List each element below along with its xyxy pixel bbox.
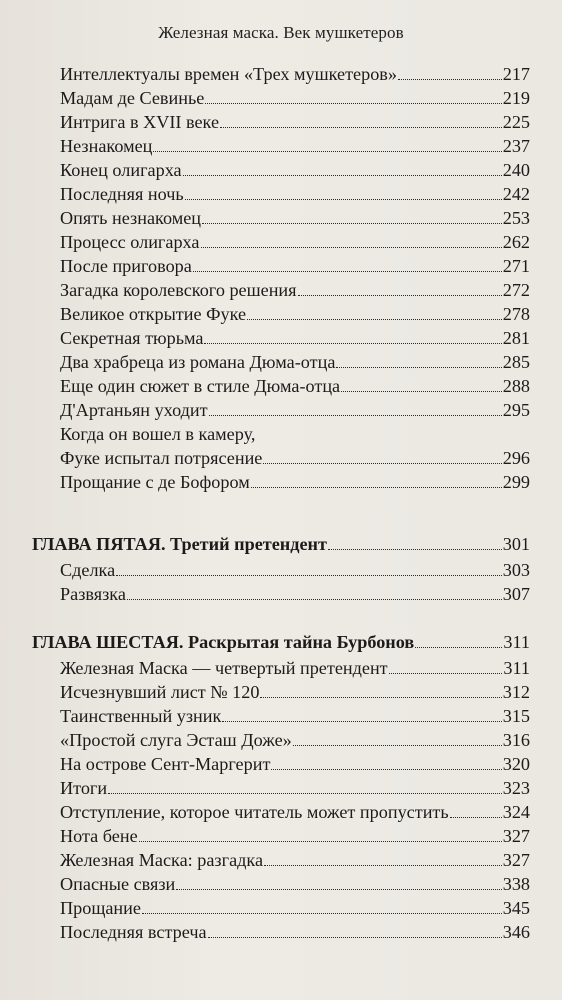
leader-dots [415,646,502,648]
toc-entry-title: Два храбреца из романа Дюма-отца [60,352,336,372]
leader-dots [153,150,501,152]
toc-entry-page: 278 [502,304,530,324]
toc-entry [60,348,530,372]
toc-entry [60,420,530,444]
chapter-page: 311 [503,632,530,652]
toc-entry [60,324,530,348]
toc-entry [60,228,530,252]
toc-entry-page: 262 [502,232,530,252]
toc-entry-title: Опасные связи [60,874,176,894]
toc-entry-page: 271 [502,256,530,276]
leader-dots [183,174,502,176]
toc-entry [60,252,530,276]
leader-dots [185,198,502,200]
leader-dots [176,888,501,890]
leader-dots [256,439,529,440]
toc-entry-page: 323 [502,778,530,798]
toc-entry [60,84,530,108]
toc-entry [60,774,530,798]
toc-entry-page: 240 [502,160,530,180]
toc-entry-title: Железная Маска — четвертый претендент [60,658,388,678]
toc-entry [60,798,530,822]
chapter-name: Раскрытая тайна Бурбонов [188,632,415,652]
toc-entry-page: 316 [502,730,530,750]
toc-entry-page: 311 [503,658,530,678]
toc-entry-title: Опять незнакомец [60,208,202,228]
leader-dots [193,270,502,272]
leader-dots [247,318,502,320]
toc-entry [60,918,530,942]
toc-entry [60,894,530,918]
toc-entry-page: 320 [502,754,530,774]
toc-entry [60,822,530,846]
toc-entry-page: 242 [502,184,530,204]
toc-entry-title: Загадка королевского решения [60,280,297,300]
toc-entry-page: 327 [502,850,530,870]
leader-dots [142,912,502,914]
chapter-label: ГЛАВА ПЯТАЯ. [32,534,166,554]
leader-dots [139,840,502,842]
leader-dots [222,720,501,722]
toc-entry-title: Незнакомец [60,136,153,156]
toc-entry-page: 296 [502,448,530,468]
leader-dots [271,768,501,770]
toc-entry-title: Таинственный узник [60,706,222,726]
toc-entry-page: 346 [502,922,530,942]
toc-entry [60,678,530,702]
toc-entry-page: 307 [502,584,530,604]
leader-dots [116,574,502,576]
leader-dots [201,246,502,248]
toc-entry [60,276,530,300]
toc-entry-title: Великое открытие Фуке [60,304,247,324]
leader-dots [205,102,501,104]
toc-entry-page: 303 [502,560,530,580]
toc-entry-page: 217 [502,64,530,84]
leader-dots [202,222,502,224]
toc-entry-page: 285 [502,352,530,372]
toc-entry [60,180,530,204]
leader-dots [293,744,502,746]
toc-entry-title: Нота бене [60,826,138,846]
leader-dots [298,294,502,296]
toc-entry-title: Когда он вошел в камеру, [60,424,256,444]
chapter-heading-6 [32,628,530,652]
chapter-heading-5 [32,530,530,554]
toc-entry-title: Сделка [60,560,116,580]
leader-dots [204,342,501,344]
toc-entry-page: 312 [502,682,530,702]
toc-entry [60,556,530,580]
chapter-title [32,534,327,554]
leader-dots [208,936,502,938]
toc-entry-page: 225 [502,112,530,132]
toc-entry [60,870,530,894]
toc-entry [60,156,530,180]
toc-entry-title: После приговора [60,256,192,276]
leader-dots [220,126,502,128]
toc-entry-page: 219 [502,88,530,108]
leader-dots [328,548,502,550]
toc-entry [60,468,530,492]
toc-entry-title: На острове Сент-Маргерит [60,754,271,774]
toc-entry [60,654,530,678]
toc-entry [60,750,530,774]
toc-entry-title: Процесс олигарха [60,232,200,252]
toc-entry-title: Развязка [60,584,126,604]
leader-dots [209,414,502,416]
toc-entry-title: «Простой слуга Эсташ Доже» [60,730,292,750]
toc-entry-page: 327 [502,826,530,846]
toc-entry [60,396,530,420]
toc-entry-title: Последняя ночь [60,184,184,204]
leader-dots [264,864,502,866]
toc-entry-page: 253 [502,208,530,228]
toc-entry [60,60,530,84]
leader-dots [389,672,503,674]
toc-entry-title: Секретная тюрьма [60,328,204,348]
toc-entry-page: 345 [502,898,530,918]
toc-entry [60,204,530,228]
chapter-name: Третий претендент [170,534,327,554]
toc-entry-title: Последняя встреча [60,922,207,942]
leader-dots [127,598,502,600]
toc-entry-page: 315 [502,706,530,726]
toc-entry [60,702,530,726]
leader-dots [398,78,502,80]
toc-entry-title: Интеллектуалы времен «Трех мушкетеров» [60,64,397,84]
chapter-label: ГЛАВА ШЕСТАЯ. [32,632,184,652]
leader-dots [108,792,502,794]
toc-entry-page: 299 [502,472,530,492]
leader-dots [450,816,502,818]
toc-entry [60,846,530,870]
toc-entry [60,580,530,604]
toc-entry-title: Еще один сюжет в стиле Дюма-отца [60,376,341,396]
toc-entry-page: 338 [502,874,530,894]
toc-entry-page: 324 [502,802,530,822]
leader-dots [260,696,501,698]
toc-entry-page: 281 [502,328,530,348]
toc-entry-page: 237 [502,136,530,156]
toc-entry-page: 288 [502,376,530,396]
toc-entry-title: Интрига в XVII веке [60,112,220,132]
toc-entry-title: Прощание с де Бофором [60,472,250,492]
toc-entry-page: 295 [502,400,530,420]
toc-entry [60,726,530,750]
toc-entry-title: Конец олигарха [60,160,182,180]
leader-dots [336,366,501,368]
toc-entry [60,300,530,324]
toc-entry [60,132,530,156]
leader-dots [263,462,501,464]
toc-entry-title: Железная Маска: разгадка [60,850,264,870]
toc-entry-title: Д'Артаньян уходит [60,400,208,420]
toc-entry [60,108,530,132]
toc-entry-title: Итоги [60,778,108,798]
toc-entry-title: Исчезнувший лист № 120 [60,682,260,702]
toc-entry-title: Прощание [60,898,141,918]
leader-dots [341,390,502,392]
chapter-page: 301 [502,534,530,554]
toc-entry [60,372,530,396]
toc-entry-title: Мадам де Севинье [60,88,205,108]
toc-entry [60,444,530,468]
toc-entry-title: Фуке испытал потрясение [60,448,263,468]
chapter-title [32,632,414,652]
toc-entry-page: 272 [502,280,530,300]
leader-dots [251,486,502,488]
running-head: Железная маска. Век мушкетеров [158,23,404,42]
toc-entry-title: Отступление, которое читатель может пропустить [60,802,449,822]
